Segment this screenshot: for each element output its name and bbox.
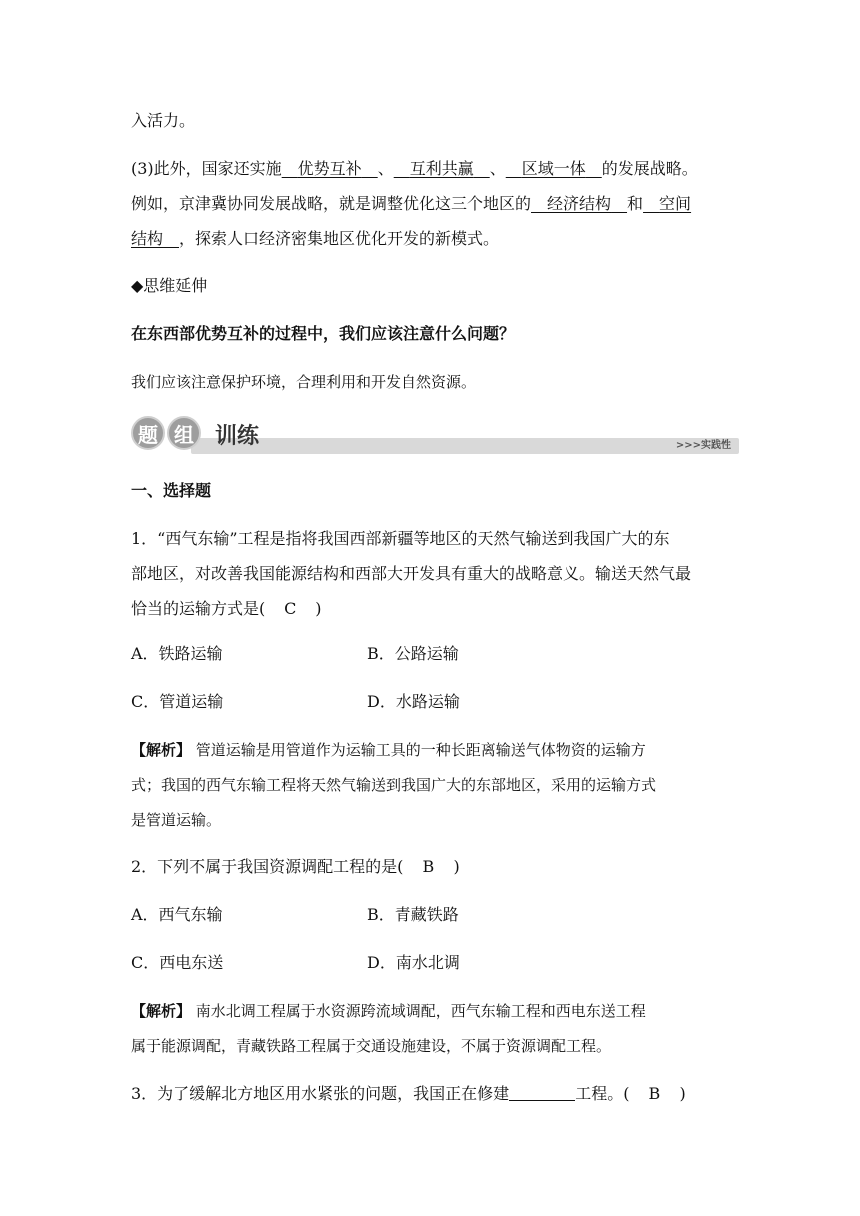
fill-in-line-1 xyxy=(131,158,731,180)
question-2-line-1 xyxy=(131,856,731,878)
banner-bar xyxy=(191,438,739,454)
option-a: A．铁路运输 xyxy=(131,644,223,663)
question-stem: 工程。( xyxy=(575,1084,630,1103)
analysis-1-line-2: 式；我国的西气东输工程将天然气输送到我国广大的东部地区，采用的运输方式 xyxy=(131,776,657,794)
analysis-label: 【解析】 xyxy=(131,1002,192,1020)
option-d: D．南水北调 xyxy=(367,953,460,972)
option-b: B．青藏铁路 xyxy=(367,905,459,924)
answer-blank: 经济结构 xyxy=(547,194,612,213)
analysis-1-line-1 xyxy=(131,739,731,761)
answer-blank: 空间 xyxy=(659,194,692,213)
question-stem: 恰当的运输方式是( xyxy=(131,599,266,618)
option-c: C．西电东送 xyxy=(131,953,224,972)
section-title: 一、选择题 xyxy=(131,481,212,500)
analysis-1-line-3: 是管道运输。 xyxy=(131,811,222,829)
answer-letter: B xyxy=(422,857,435,876)
analysis-2-line-2: 属于能源调配，青藏铁路工程属于交通设施建设，不属于资源调配工程。 xyxy=(131,1037,612,1055)
text-span: 例如，京津冀协同发展战略，就是调整优化这三个地区的 xyxy=(131,194,532,213)
analysis-label: 【解析】 xyxy=(131,741,192,759)
question-3-line-1 xyxy=(131,1083,731,1105)
text-fragment: 入活力。 xyxy=(131,111,196,130)
extension-answer: 我们应该注意保护环境，合理利用和开发自然资源。 xyxy=(131,373,477,391)
text-span: 、 xyxy=(489,159,506,178)
question-stem: 3．为了缓解北方地区用水紧张的问题，我国正在修建 xyxy=(131,1084,510,1103)
question-1-line-3 xyxy=(131,598,731,620)
answer-letter: B xyxy=(648,1084,661,1103)
banner-title: 训练 xyxy=(215,424,260,449)
analysis-2-line-1 xyxy=(131,1000,731,1022)
option-b: B．公路运输 xyxy=(367,644,459,663)
answer-letter: C xyxy=(284,599,297,618)
fill-in-line-2 xyxy=(131,193,731,215)
question-stem: 2．下列不属于我国资源调配工程的是( xyxy=(131,857,404,876)
fill-in-line-3 xyxy=(131,228,731,250)
option-a: A．西气东输 xyxy=(131,905,223,924)
question-1-line-1: 1．“西气东输”工程是指将我国西部新疆等地区的天然气输送到我国广大的东 xyxy=(131,529,670,548)
section-banner xyxy=(131,412,739,458)
text-span: ) xyxy=(453,857,460,876)
extension-question: 在东西部优势互补的过程中，我们应该注意什么问题？ xyxy=(131,324,516,343)
extension-heading: ◆思维延伸 xyxy=(131,276,208,295)
text-span: ) xyxy=(315,599,322,618)
option-d: D．水路运输 xyxy=(367,692,460,711)
banner-bubble: 组 xyxy=(167,416,201,450)
text-span: ，探索人口经济密集地区优化开发的新模式。 xyxy=(179,229,500,248)
text-span: ) xyxy=(679,1084,686,1103)
banner-bubble: 题 xyxy=(131,416,165,450)
question-1-line-2: 部地区，对改善我国能源结构和西部大开发具有重大的战略意义。输送天然气最 xyxy=(131,564,692,583)
answer-blank: 优势互补 xyxy=(297,159,362,178)
text-span: 的发展战略。 xyxy=(601,159,698,178)
answer-blank xyxy=(509,1084,575,1101)
answer-blank: 区域一体 xyxy=(521,159,586,178)
answer-blank: 结构 xyxy=(131,229,164,248)
text-span: (3)此外，国家还实施 xyxy=(131,159,282,178)
text-span: 和 xyxy=(627,194,644,213)
option-c: C．管道运输 xyxy=(131,692,224,711)
answer-blank: 互利共赢 xyxy=(409,159,474,178)
banner-tag: >>>实践性 xyxy=(675,440,731,451)
analysis-text: 管道运输是用管道作为运输工具的一种长距离输送气体物资的运输方 xyxy=(195,741,646,759)
text-span: 、 xyxy=(377,159,394,178)
analysis-text: 南水北调工程属于水资源跨流域调配，西气东输工程和西电东送工程 xyxy=(195,1002,646,1020)
